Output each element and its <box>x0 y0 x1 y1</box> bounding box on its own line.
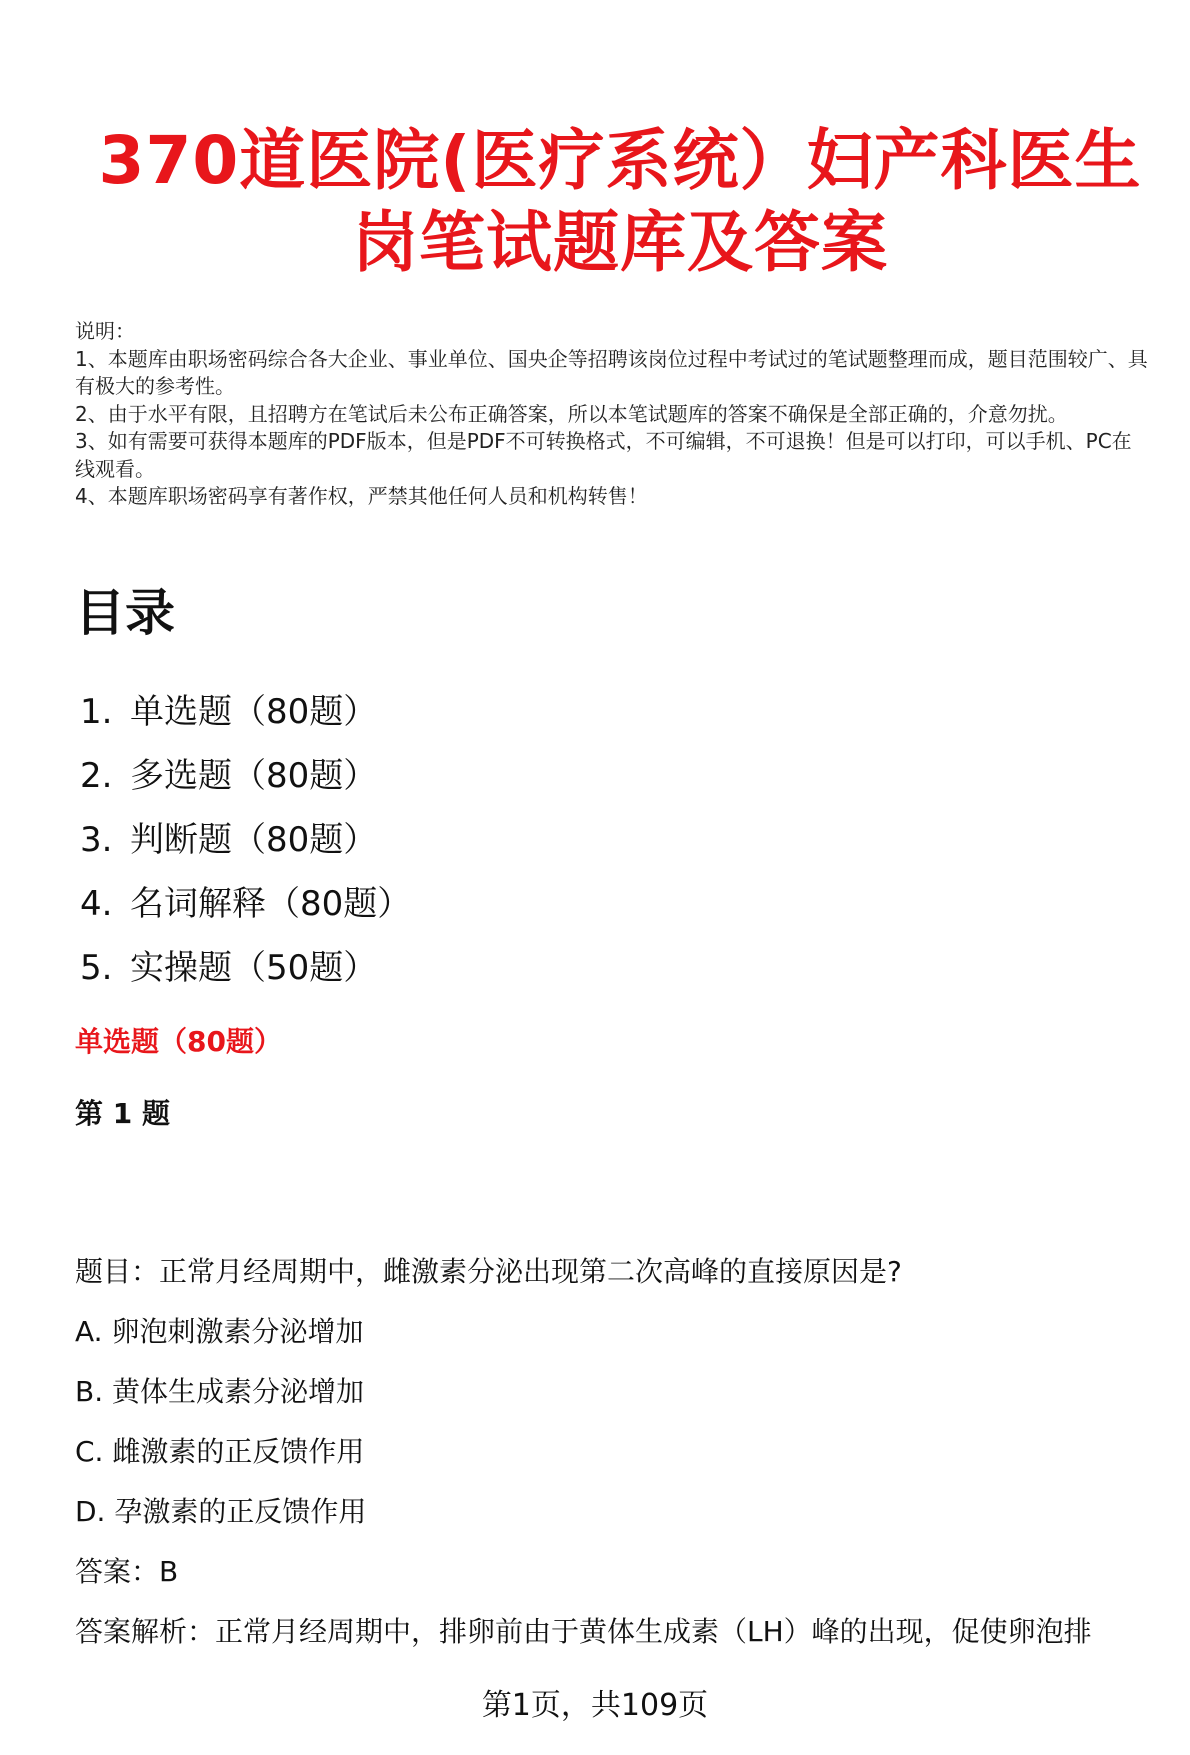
toc-item-number: 2. <box>80 756 113 796</box>
page-footer: 第1页，共109页 <box>481 1688 709 1723</box>
question-explanation: 答案解析：正常月经周期中，排卵前由于黄体生成素（LH）峰的出现，促使卵泡排 <box>75 1615 1092 1648</box>
question-answer: 答案：B <box>75 1555 179 1588</box>
notes-item: 4、本题库职场密码享有著作权，严禁其他任何人员和机构转售！ <box>75 484 648 508</box>
toc-item-number: 3. <box>80 820 113 860</box>
notes-item: 1、本题库由职场密码综合各大企业、事业单位、国央企等招聘该岗位过程中考试过的笔试题整理而成，题目范围较广、具有极大的参考性。 <box>75 346 1148 398</box>
title-line-1: 370道医院(医疗系统）妇产科医生 <box>98 122 1142 199</box>
toc-item-number: 4. <box>80 884 113 924</box>
question-option-a: A. 卵泡刺激素分泌增加 <box>75 1315 364 1348</box>
notes-item: 3、如有需要可获得本题库的PDF版本，但是PDF不可转换格式，不可编辑，不可退换！但是可以打印，可以手机、PC在线观看。 <box>75 429 1132 481</box>
question-option-b: B. 黄体生成素分泌增加 <box>75 1375 365 1408</box>
toc-item-label: 判断题（80题） <box>130 820 378 860</box>
toc-item-practical[interactable] <box>80 936 411 1000</box>
toc-heading: 目录 <box>75 584 175 642</box>
notes-block <box>75 318 1150 511</box>
notes-item: 2、由于水平有限，且招聘方在笔试后未公布正确答案，所以本笔试题库的答案不确保是全部正确的，介意勿扰。 <box>75 401 1068 426</box>
toc-item-term-definition[interactable] <box>80 872 411 936</box>
toc-item-true-false[interactable] <box>80 808 411 872</box>
toc-item-number: 1. <box>80 692 113 732</box>
notes-heading: 说明： <box>75 319 135 343</box>
toc-item-label: 多选题（80题） <box>130 756 378 796</box>
title-line-2: 岗笔试题库及答案 <box>352 204 888 281</box>
toc-item-label: 单选题（80题） <box>130 692 378 732</box>
toc-item-label: 名词解释（80题） <box>130 884 412 924</box>
question-option-d: D. 孕激素的正反馈作用 <box>75 1495 367 1528</box>
toc-list <box>80 680 411 1000</box>
question-option-c: C. 雌激素的正反馈作用 <box>75 1435 365 1468</box>
section-heading: 单选题（80题） <box>75 1025 282 1058</box>
toc-item-label: 实操题（50题） <box>130 948 378 988</box>
question-number: 第 1 题 <box>75 1097 170 1130</box>
toc-item-number: 5. <box>80 948 113 988</box>
document-title <box>70 120 1170 284</box>
toc-item-multiple-choice[interactable] <box>80 744 411 808</box>
toc-item-single-choice[interactable] <box>80 680 411 744</box>
question-stem: 题目：正常月经周期中，雌激素分泌出现第二次高峰的直接原因是? <box>75 1255 902 1288</box>
